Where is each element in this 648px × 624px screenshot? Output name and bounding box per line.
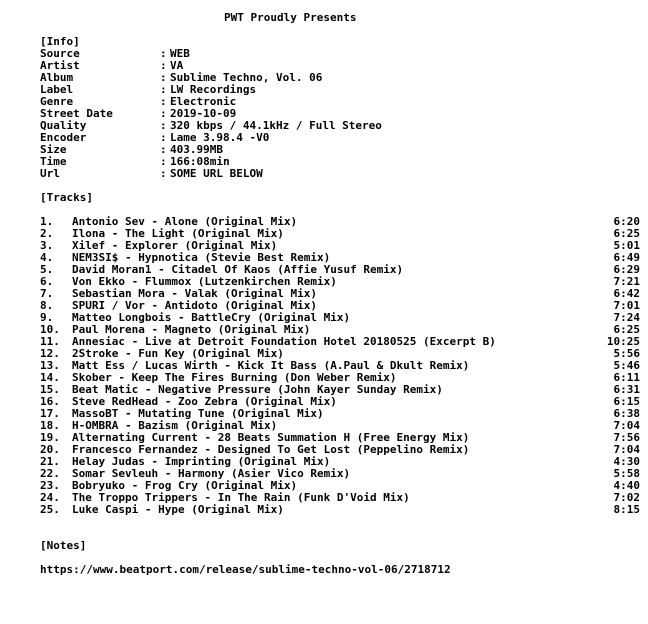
track-title: Alternating Current - 28 Beats Summation H (Free Energy Mix) xyxy=(72,432,470,444)
info-value: 166:08min xyxy=(170,155,230,168)
track-list xyxy=(40,216,640,516)
track-number: 1. xyxy=(40,215,54,228)
track-row xyxy=(40,456,640,468)
track-number: 18. xyxy=(40,419,60,432)
info-row xyxy=(40,120,640,132)
info-row xyxy=(40,72,640,84)
track-duration: 4:40 xyxy=(613,479,640,492)
track-duration: 7:04 xyxy=(613,419,640,432)
notes-url[interactable]: https://www.beatport.com/release/sublime-techno-vol-06/2718712 xyxy=(40,563,451,576)
info-value: 320 kbps / 44.1kHz / Full Stereo xyxy=(170,119,382,132)
track-title: NEM3SI$ - Hypnotica (Stevie Best Remix) xyxy=(72,252,331,264)
track-row xyxy=(40,300,640,312)
track-row xyxy=(40,420,640,432)
track-row xyxy=(40,324,640,336)
track-number: 15. xyxy=(40,383,60,396)
track-duration: 4:30 xyxy=(613,455,640,468)
track-title: Antonio Sev - Alone (Original Mix) xyxy=(72,216,298,228)
track-row xyxy=(40,444,640,456)
track-title: Matteo Longbois - BattleCry (Original Mix) xyxy=(72,312,351,324)
info-separator: : xyxy=(160,143,167,156)
track-number: 19. xyxy=(40,431,60,444)
track-title: H-OMBRA - Bazism (Original Mix) xyxy=(72,420,278,432)
track-number: 9. xyxy=(40,311,54,324)
track-number: 24. xyxy=(40,491,60,504)
track-duration: 5:01 xyxy=(613,239,640,252)
info-separator: : xyxy=(160,107,167,120)
track-number: 5. xyxy=(40,263,54,276)
track-number: 11. xyxy=(40,335,60,348)
track-duration: 10:25 xyxy=(606,335,640,348)
track-title: Sebastian Mora - Valak (Original Mix) xyxy=(72,288,318,300)
info-key: Time xyxy=(40,155,67,168)
track-title: The Troppo Trippers - In The Rain (Funk D'Void Mix) xyxy=(72,492,410,504)
track-number: 7. xyxy=(40,287,54,300)
track-duration: 6:38 xyxy=(613,407,640,420)
track-duration: 5:58 xyxy=(613,467,640,480)
track-title: Steve RedHead - Zoo Zebra (Original Mix) xyxy=(72,396,337,408)
track-duration: 7:24 xyxy=(613,311,640,324)
spacer xyxy=(40,204,640,216)
info-value: Sublime Techno, Vol. 06 xyxy=(170,71,323,84)
track-title: Paul Morena - Magneto (Original Mix) xyxy=(72,324,311,336)
info-row xyxy=(40,156,640,168)
info-separator: : xyxy=(160,83,167,96)
track-duration: 5:56 xyxy=(613,347,640,360)
info-value: WEB xyxy=(170,47,190,60)
track-row xyxy=(40,468,640,480)
track-number: 10. xyxy=(40,323,60,336)
track-duration: 5:46 xyxy=(613,359,640,372)
track-duration: 8:15 xyxy=(613,503,640,516)
track-row xyxy=(40,408,640,420)
info-row xyxy=(40,132,640,144)
track-duration: 6:11 xyxy=(613,371,640,384)
info-value: VA xyxy=(170,59,184,72)
track-title: Annesiac - Live at Detroit Foundation Hotel 20180525 (Excerpt B) xyxy=(72,336,496,348)
header-title: PWT Proudly Presents xyxy=(224,11,357,24)
info-key: Size xyxy=(40,143,67,156)
track-number: 3. xyxy=(40,239,54,252)
track-duration: 7:21 xyxy=(613,275,640,288)
track-row xyxy=(40,240,640,252)
info-key: Encoder xyxy=(40,131,87,144)
info-value: 2019-10-09 xyxy=(170,107,237,120)
track-row xyxy=(40,432,640,444)
spacer xyxy=(40,180,640,192)
info-key: Artist xyxy=(40,59,80,72)
spacer xyxy=(40,24,640,36)
track-row xyxy=(40,336,640,348)
info-separator: : xyxy=(160,71,167,84)
track-duration: 7:02 xyxy=(613,491,640,504)
info-row xyxy=(40,168,640,180)
info-row xyxy=(40,144,640,156)
track-duration: 6:20 xyxy=(613,215,640,228)
track-row xyxy=(40,276,640,288)
info-row xyxy=(40,84,640,96)
track-title: Matt Ess / Lucas Wirth - Kick It Bass (A.Paul & Dkult Remix) xyxy=(72,360,470,372)
info-key: Label xyxy=(40,83,74,96)
info-separator: : xyxy=(160,59,167,72)
track-duration: 6:25 xyxy=(613,323,640,336)
track-number: 22. xyxy=(40,467,60,480)
track-number: 14. xyxy=(40,371,60,384)
info-separator: : xyxy=(160,155,167,168)
track-row xyxy=(40,216,640,228)
track-number: 25. xyxy=(40,503,60,516)
track-title: Ilona - The Light (Original Mix) xyxy=(72,228,284,240)
info-value: 403.99MB xyxy=(170,143,223,156)
track-row xyxy=(40,492,640,504)
track-row xyxy=(40,384,640,396)
info-value: SOME URL BELOW xyxy=(170,167,263,180)
info-separator: : xyxy=(160,47,167,60)
info-row xyxy=(40,60,640,72)
track-row xyxy=(40,480,640,492)
track-title: MassoBT - Mutating Tune (Original Mix) xyxy=(72,408,324,420)
info-separator: : xyxy=(160,95,167,108)
track-number: 17. xyxy=(40,407,60,420)
track-number: 8. xyxy=(40,299,54,312)
track-title: Francesco Fernandez - Designed To Get Lost (Peppelino Remix) xyxy=(72,444,470,456)
track-row xyxy=(40,360,640,372)
track-title: Helay Judas - Imprinting (Original Mix) xyxy=(72,456,331,468)
track-duration: 6:49 xyxy=(613,251,640,264)
track-duration: 6:29 xyxy=(613,263,640,276)
info-key: Album xyxy=(40,71,74,84)
spacer xyxy=(40,528,640,540)
track-row xyxy=(40,348,640,360)
info-separator: : xyxy=(160,119,167,132)
track-title: Bobryuko - Frog Cry (Original Mix) xyxy=(72,480,298,492)
track-title: Von Ekko - Flummox (Lutzenkirchen Remix) xyxy=(72,276,337,288)
track-number: 12. xyxy=(40,347,60,360)
info-key: Quality xyxy=(40,119,87,132)
track-number: 4. xyxy=(40,251,54,264)
track-row xyxy=(40,396,640,408)
track-number: 20. xyxy=(40,443,60,456)
info-section-heading: [Info] xyxy=(40,35,80,48)
track-number: 23. xyxy=(40,479,60,492)
track-row xyxy=(40,252,640,264)
info-value: LW Recordings xyxy=(170,83,257,96)
track-title: Xilef - Explorer (Original Mix) xyxy=(72,240,278,252)
info-key: Street Date xyxy=(40,107,113,120)
track-row xyxy=(40,372,640,384)
track-title: SPURI / Vor - Antidoto (Original Mix) xyxy=(72,300,318,312)
track-duration: 6:25 xyxy=(613,227,640,240)
info-key: Url xyxy=(40,167,60,180)
track-number: 21. xyxy=(40,455,60,468)
info-list xyxy=(40,48,640,180)
info-key: Genre xyxy=(40,95,74,108)
track-title: Beat Matic - Negative Pressure (John Kayer Sunday Remix) xyxy=(72,384,443,396)
nfo-document xyxy=(40,12,640,576)
track-title: 2Stroke - Fun Key (Original Mix) xyxy=(72,348,284,360)
track-duration: 7:01 xyxy=(613,299,640,312)
track-duration: 7:56 xyxy=(613,431,640,444)
track-title: Skober - Keep The Fires Burning (Don Weber Remix) xyxy=(72,372,397,384)
track-title: Luke Caspi - Hype (Original Mix) xyxy=(72,504,284,516)
track-duration: 6:15 xyxy=(613,395,640,408)
track-duration: 6:31 xyxy=(613,383,640,396)
track-title: David Moran1 - Citadel Of Kaos (Affie Yusuf Remix) xyxy=(72,264,404,276)
info-separator: : xyxy=(160,131,167,144)
info-value: Electronic xyxy=(170,95,237,108)
spacer xyxy=(40,516,640,528)
track-number: 16. xyxy=(40,395,60,408)
track-number: 13. xyxy=(40,359,60,372)
info-row xyxy=(40,96,640,108)
tracks-section-heading: [Tracks] xyxy=(40,191,93,204)
track-number: 2. xyxy=(40,227,54,240)
track-row xyxy=(40,264,640,276)
info-separator: : xyxy=(160,167,167,180)
track-title: Somar Sevleuh - Harmony (Asier Vico Remix) xyxy=(72,468,351,480)
track-number: 6. xyxy=(40,275,54,288)
track-row xyxy=(40,288,640,300)
track-row xyxy=(40,504,640,516)
track-row xyxy=(40,228,640,240)
info-value: Lame 3.98.4 -V0 xyxy=(170,131,270,144)
track-row xyxy=(40,312,640,324)
notes-section-heading: [Notes] xyxy=(40,539,87,552)
track-duration: 6:42 xyxy=(613,287,640,300)
track-duration: 7:04 xyxy=(613,443,640,456)
info-row xyxy=(40,48,640,60)
info-key: Source xyxy=(40,47,80,60)
